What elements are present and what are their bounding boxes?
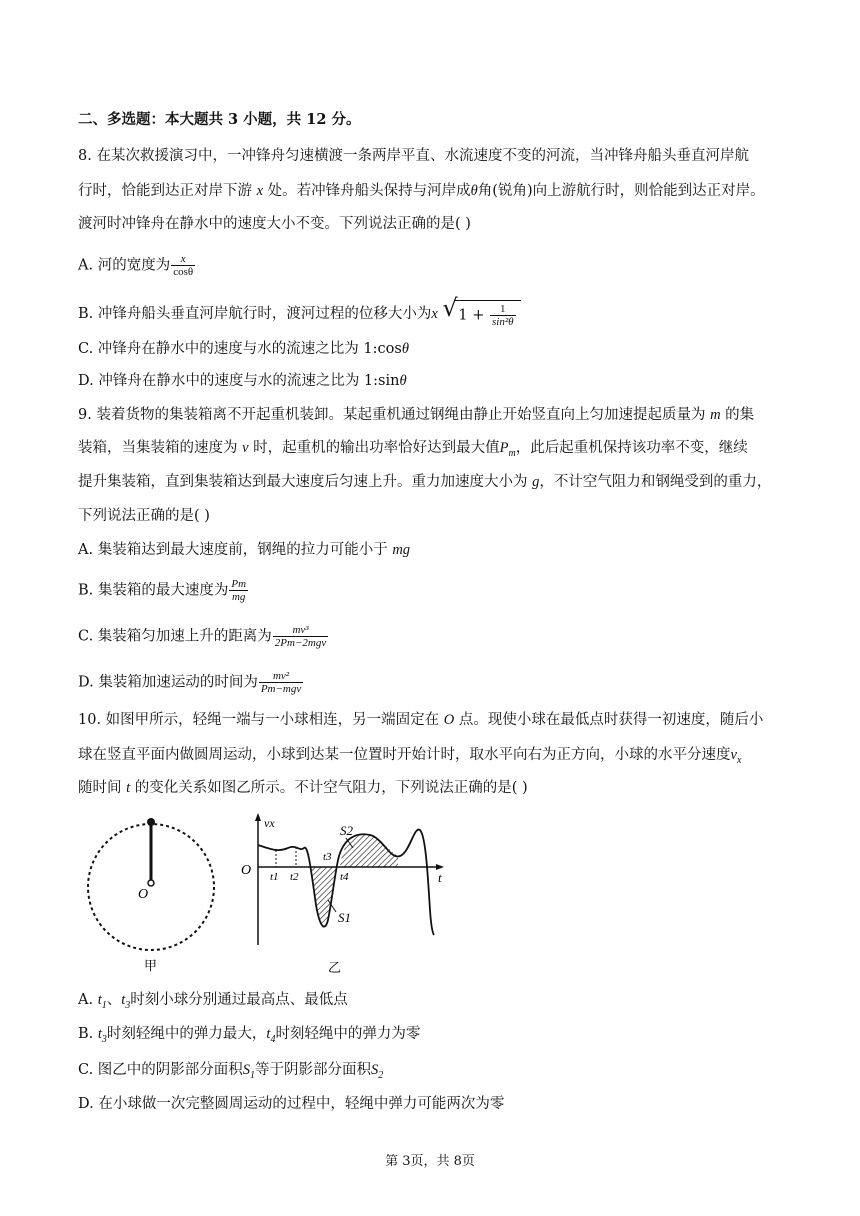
q9-c-fraction (273, 624, 328, 649)
option-text: 时刻轻绳中的弹力为零 (275, 1026, 421, 1042)
q9-text: 时，起重机的输出功率恰好达到最大值 (253, 440, 500, 456)
option-text: C. 集装箱匀加速上升的距离为 (78, 628, 272, 645)
t4-sub: 4 (270, 1033, 276, 1045)
section-title: 二、多选题：本大题共 3 小题，共 12 分。 (78, 111, 361, 128)
q9-var-m: m (710, 407, 721, 423)
q9-text: 的集 (725, 407, 755, 423)
t3-sub: 3 (125, 999, 131, 1011)
q10-text: 10. 如图甲所示，轻绳一端与一小球相连，另一端固定在 (78, 712, 440, 728)
q10-option-b (78, 1024, 420, 1050)
q8-line-2 (78, 181, 765, 201)
option-text: D. 冲锋舟在静水中的速度与水的流速之比为 1:sin (78, 373, 400, 389)
sqrt-term: 1 + (458, 307, 490, 324)
q8-b-fraction (490, 303, 516, 328)
numerator: x (171, 253, 195, 266)
label-t2: t2 (290, 871, 299, 883)
q9-mg: mg (392, 542, 411, 558)
figure-jia (88, 818, 214, 974)
q8-text: 角(锐角)向上游航行时，则恰能到达正对岸。 (477, 183, 765, 199)
q9-var-g: g (532, 474, 540, 490)
q10-text: 的变化关系如图乙所示。不计空气阻力，下列说法正确的是( ) (134, 780, 528, 796)
q9-line-1 (78, 405, 754, 425)
denominator: cosθ (173, 266, 194, 278)
q8-var-x: x (256, 183, 264, 199)
q10-figure (78, 810, 478, 980)
ball (147, 818, 155, 826)
denominator: 2Pm−2mgv (274, 637, 327, 649)
page-footer: 第 3页，共 8页 (385, 1154, 475, 1169)
denominator: mg (231, 591, 246, 603)
q8-a-fraction (171, 253, 195, 278)
q9-option-d (78, 670, 304, 695)
t3: t (97, 1026, 102, 1042)
option-text: A. 河的宽度为 (78, 257, 171, 274)
figure-yi (241, 813, 444, 976)
option-text: 时刻小球分别通过最高点、最低点 (130, 992, 348, 1008)
pivot-point (148, 880, 154, 886)
label-s2: S2 (340, 823, 353, 838)
label-yi: 乙 (328, 961, 342, 976)
t1-sub: 1 (101, 999, 107, 1011)
label-o: O (138, 887, 149, 902)
q10-option-c (78, 1060, 383, 1086)
q10-line-3 (78, 778, 528, 798)
q8-option-d (78, 371, 407, 391)
option-text: C. 图乙中的阴影部分面积 (78, 1062, 243, 1078)
q8-b-x: x (431, 306, 438, 322)
option-text: A. (78, 992, 98, 1008)
q9-text: 提升集装箱，直到集装箱达到最大速度后匀速上升。重力加速度大小为 (78, 474, 528, 490)
q9-line-4: 下列说法正确的是( ) (78, 508, 210, 524)
numerator: 1 (490, 303, 516, 316)
q8-line-3: 渡河时冲锋舟在静水中的速度大小不变。下列说法正确的是( ) (78, 216, 471, 232)
q8-text: 行时，恰能到达正对岸下游 (78, 183, 252, 199)
t1: t (97, 992, 102, 1008)
q10-var-t: t (126, 780, 131, 796)
q10-var-v-sub: x (736, 754, 742, 766)
q10-text: 球在竖直平面内做圆周运动，小球到达某一位置时开始计时，取水平向右为正方向，小球的水平分速度 (78, 747, 731, 763)
q10-line-2 (78, 745, 741, 771)
t3: t (121, 992, 126, 1008)
option-text: B. (78, 1026, 98, 1042)
q8-b-sqrt: √ 1 + $\frac{1}{\text{sin²θ}}$ (442, 300, 520, 328)
option-text: B. 集装箱的最大速度为 (78, 582, 229, 599)
q8-var-theta: θ (470, 183, 478, 199)
option-text: 时刻轻绳中的弹力最大， (106, 1026, 267, 1042)
q8-line-1: 8. 在某次救援演习中，一冲锋舟匀速横渡一条两岸平直、水流速度不变的河流，当冲锋舟船头垂直河岸航 (78, 148, 749, 164)
denominator: Pm−mgv (260, 683, 302, 695)
q9-b-fraction (229, 578, 248, 603)
q9-text: 9. 装着货物的集装箱离不开起重机装卸。某起重机通过钢绳由静止开始竖直向上匀加速提起质量为 (78, 407, 706, 423)
q9-d-fraction (259, 670, 303, 695)
numerator: Pm (231, 578, 247, 590)
q9-line-3 (78, 472, 771, 492)
q10-option-d: D. 在小球做一次完整圆周运动的过程中，轻绳中弹力可能两次为零 (78, 1096, 505, 1112)
numerator: mv³ (273, 624, 328, 637)
option-text: C. 冲锋舟在静水中的速度与水的流速之比为 1:cos (78, 341, 402, 357)
option-text: A. 集装箱达到最大速度前，钢绳的拉力可能小于 (78, 542, 388, 558)
t4: t (266, 1026, 271, 1042)
s2: S (371, 1062, 379, 1078)
option-text: B. 冲锋舟船头垂直河岸航行时，渡河过程的位移大小为 (78, 306, 432, 322)
label-s1: S1 (338, 910, 351, 925)
label-t4: t4 (340, 871, 349, 883)
separator: 、 (106, 992, 122, 1008)
q9-option-b (78, 578, 249, 603)
t3-sub: 3 (101, 1033, 107, 1045)
label-t1: t1 (270, 871, 279, 883)
q10-var-v: v (730, 747, 737, 763)
label-vx: vx (264, 816, 275, 830)
label-jia: 甲 (144, 959, 158, 974)
q10-line-1 (78, 710, 763, 730)
vx-arrow-icon (255, 813, 261, 821)
numerator: mv² (259, 670, 303, 683)
q9-text: ，此后起重机保持该功率不变，继续 (515, 440, 748, 456)
q10-text: 随时间 (78, 780, 122, 796)
option-text: D. 集装箱加速运动的时间为 (78, 674, 258, 691)
q9-text: 装箱，当集装箱的速度为 (78, 440, 238, 456)
q8-option-a (78, 253, 196, 278)
q9-text: ，不计空气阻力和钢绳受到的重力， (539, 474, 772, 490)
s1-sub: 1 (250, 1069, 256, 1081)
q8-text: 处。若冲锋舟船头保持与河岸成 (267, 183, 471, 199)
q8-option-c (78, 339, 409, 359)
q9-option-a (78, 540, 410, 560)
q8-option-b (78, 294, 521, 328)
q10-text: 点。现使小球在最低点时获得一初速度，随后小 (458, 712, 764, 728)
denominator: sin²θ (492, 316, 514, 328)
label-origin: O (241, 863, 252, 878)
q10-option-a (78, 990, 348, 1016)
s1: S (242, 1062, 251, 1078)
q9-var-p: P (499, 440, 509, 456)
label-t3: t3 (323, 851, 332, 863)
q9-var-v: v (242, 440, 249, 456)
theta: θ (401, 341, 409, 357)
theta: θ (399, 373, 407, 389)
q9-line-2 (78, 438, 748, 464)
s2-sub: 2 (378, 1069, 384, 1081)
option-text: 等于阴影部分面积 (255, 1062, 372, 1078)
q9-var-p-sub: m (508, 447, 516, 459)
label-t: t (438, 870, 442, 885)
q10-var-o: O (443, 712, 455, 728)
q9-option-c (78, 624, 329, 649)
